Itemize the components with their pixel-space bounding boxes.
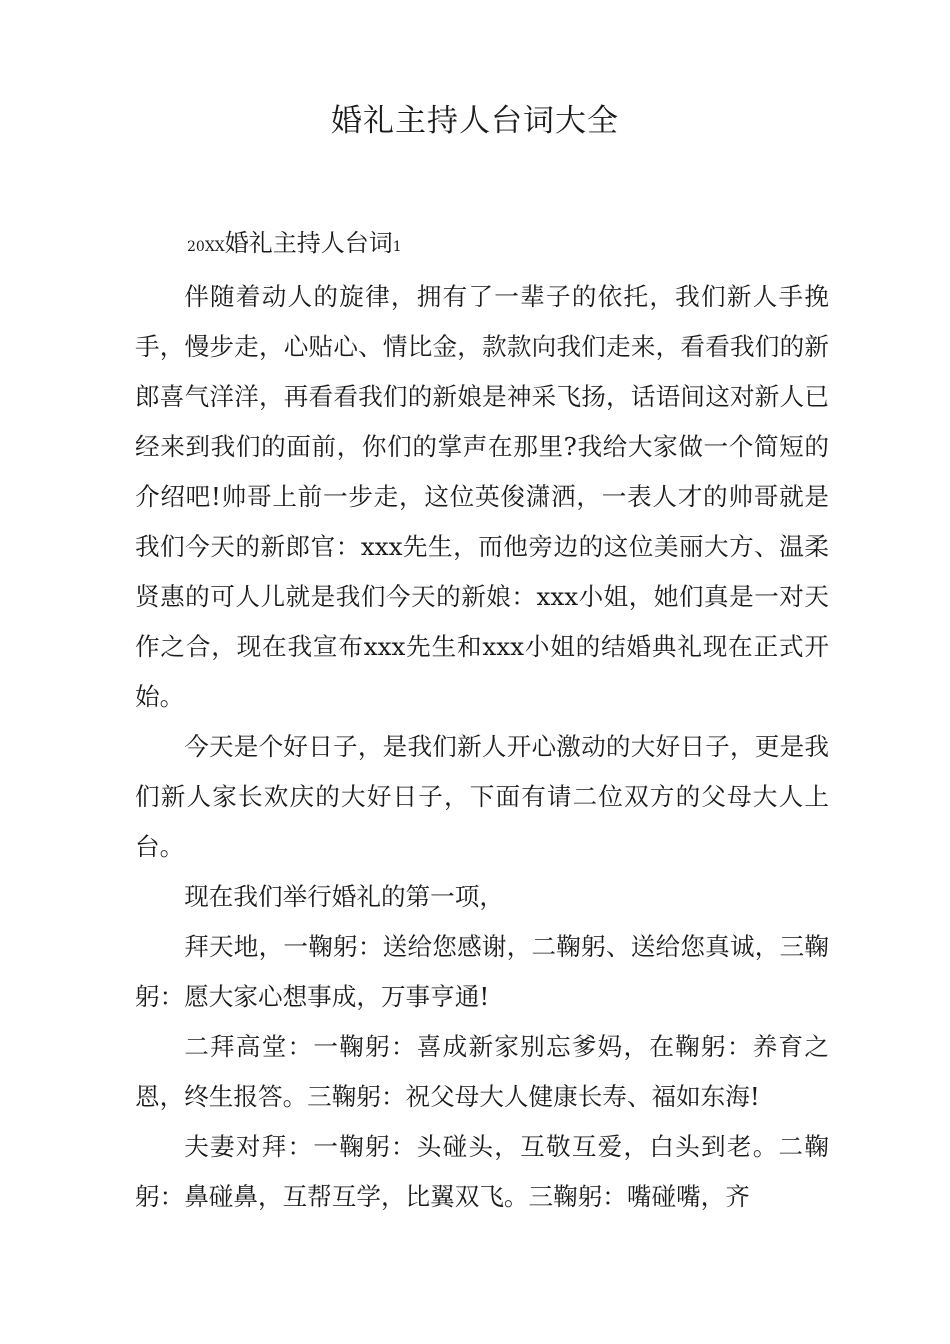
paragraph-first-item: 现在我们举行婚礼的第一项， — [184, 882, 504, 911]
section-heading-suffix: 1 — [392, 239, 402, 255]
document-title: 婚礼主持人台词大全 — [331, 103, 619, 139]
paragraph-parents-bow: 二拜高堂：一鞠躬：喜成新家别忘爹妈，在鞠躬：养育之恩，终生报答。三鞠躬：祝父母大人健康长寿、福如东海! — [135, 1032, 829, 1111]
section-heading-prefix: 20XX — [187, 239, 225, 255]
paragraph-intro: 伴随着动人的旋律，拥有了一辈子的依托，我们新人手挽手，慢步走，心贴心、情比金，款款向我们走来，看看我们的新郎喜气洋洋，再看看我们的新娘是神采飞扬，话语间这对新人已经来到我们的面前，你们的掌声在那里?我给大家做一个简短的介绍吧!帅哥上前一步走，这位英俊潇洒，一表人才的帅哥就是我们今天的新郎官：xxx先生，而他旁边的这位美丽大方、温柔贤惠的可人儿就是我们今天的新娘：xxx小姐，她们真是一对天作之合，现在我宣布xxx先生和xxx小姐的结婚典礼现在正式开始。 — [135, 282, 829, 711]
section-heading — [135, 218, 829, 272]
paragraph-parents: 今天是个好日子，是我们新人开心激动的大好日子，更是我们新人家长欢庆的大好日子，下面有请二位双方的父母大人上台。 — [135, 732, 829, 861]
paragraph-heaven-earth: 拜天地，一鞠躬：送给您感谢，二鞠躬、送给您真诚，三鞠躬：愿大家心想事成，万事亨通! — [135, 932, 829, 1011]
section-heading-text: 婚礼主持人台词 — [224, 229, 393, 257]
paragraph-couple-bow: 夫妻对拜：一鞠躬：头碰头，互敬互爱，白头到老。二鞠躬：鼻碰鼻，互帮互学，比翼双飞。三鞠躬：嘴碰嘴，齐 — [135, 1132, 829, 1211]
document-body — [135, 218, 829, 1222]
